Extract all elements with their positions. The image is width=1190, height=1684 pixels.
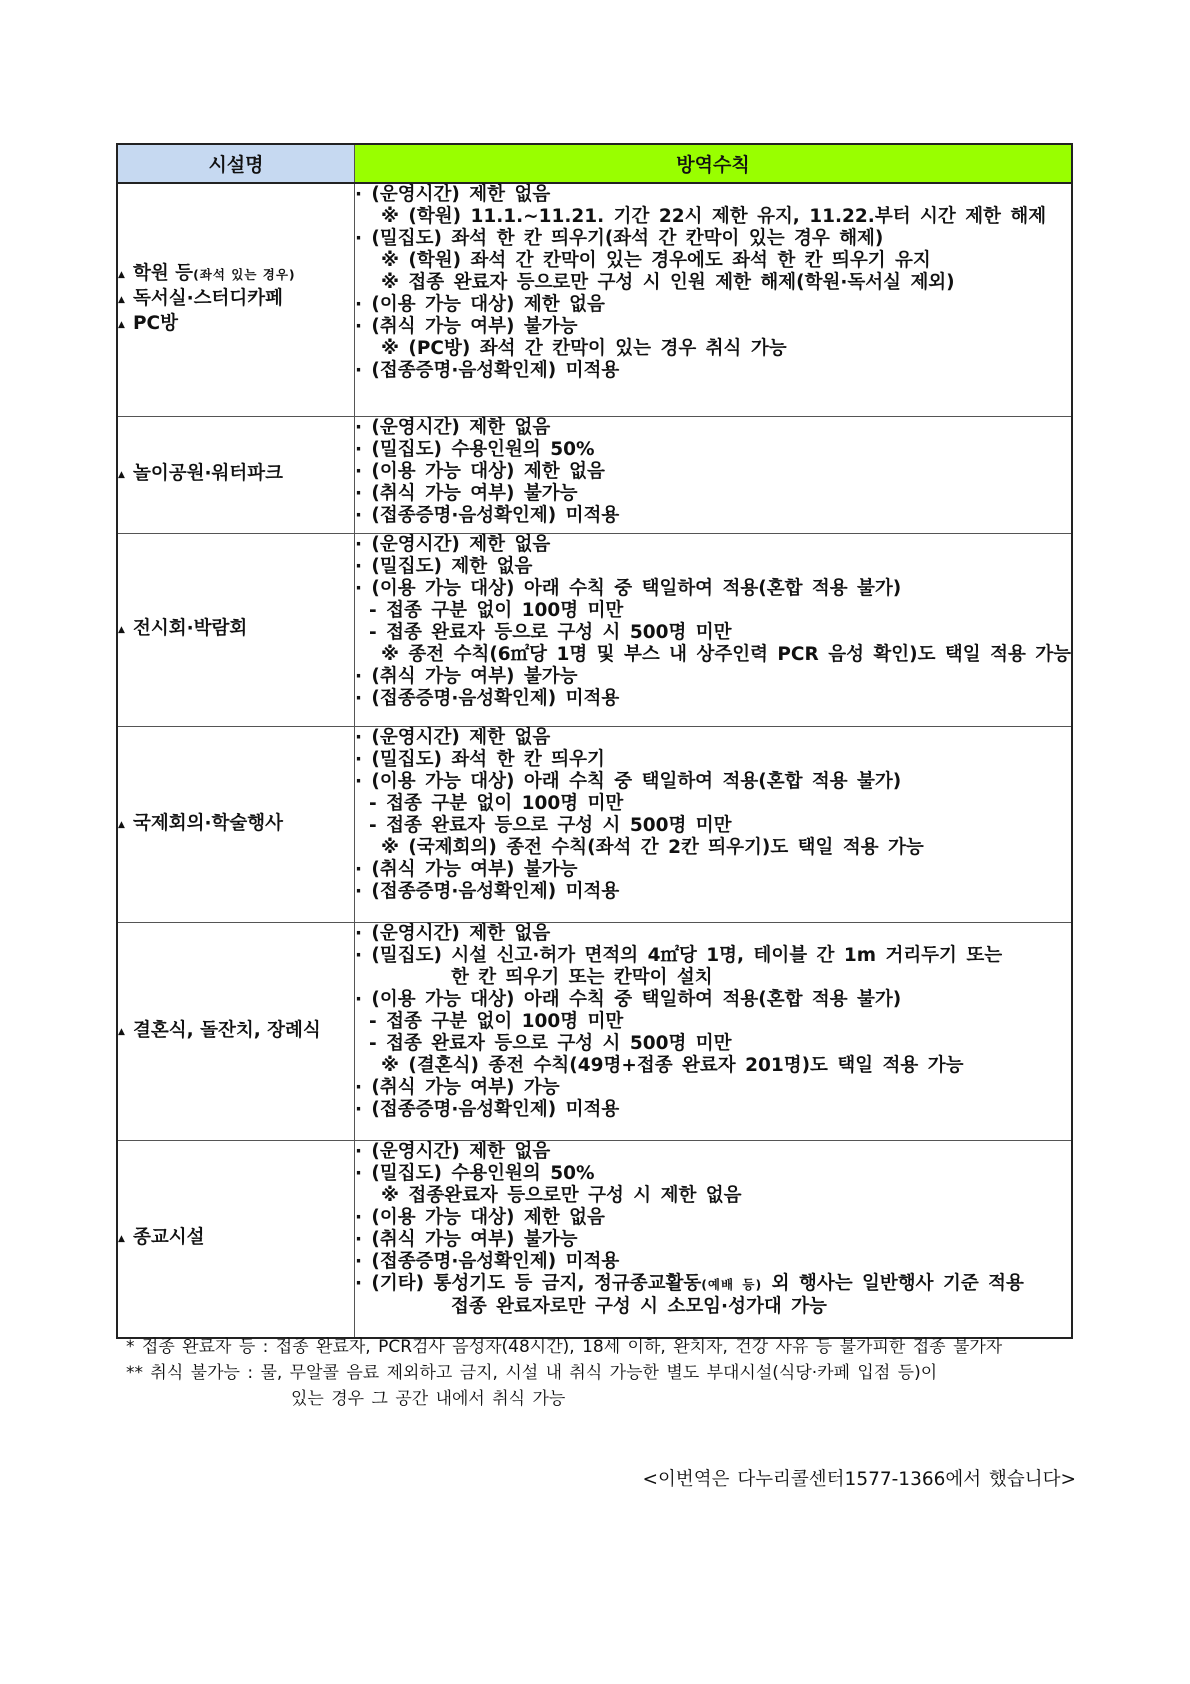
rule-text: · (접종증명·음성확인제) 미적용	[354, 1250, 620, 1272]
rule-text: · (밀집도) 좌석 한 칸 띄우기	[354, 748, 605, 770]
rule-line	[355, 1273, 1071, 1296]
rule-text: ※ 종전 수칙(6㎡당 1명 및 부스 내 상주인력 PCR 음성 확인)도 택일 적용 가능	[380, 643, 1071, 665]
rule-line	[355, 1011, 1071, 1033]
triangle-bullet-icon: ▲	[118, 819, 125, 830]
rule-line	[355, 294, 1071, 316]
table-row	[117, 183, 1072, 416]
rule-text: · (운영시간) 제한 없음	[354, 922, 551, 944]
facility-name-text: 국제회의·학술행사	[133, 812, 283, 834]
rule-text: · (밀집도) 시설 신고·허가 면적의 4㎡당 1명, 테이블 간 1m 거리두기 또는	[354, 944, 1003, 966]
facility-name	[118, 1019, 354, 1044]
rule-line	[355, 1033, 1071, 1055]
rule-text: ※ (국제회의) 종전 수칙(좌석 간 2칸 띄우기)도 택일 적용 가능	[380, 836, 924, 858]
rule-text: ※ (학원) 좌석 간 칸막이 있는 경우에도 좌석 한 칸 띄우기 유지	[380, 250, 931, 271]
rule-text: · (밀집도) 수용인원의 50%	[354, 438, 595, 460]
facility-header: 시설명	[117, 144, 354, 183]
rule-line	[355, 688, 1071, 710]
facility-name	[118, 617, 354, 642]
rules-cell	[354, 1140, 1072, 1338]
rule-line	[355, 749, 1071, 771]
table-row	[117, 1140, 1072, 1338]
rule-line	[355, 666, 1071, 688]
rule-line	[355, 1296, 1071, 1318]
rule-line	[355, 272, 1071, 294]
rule-line	[355, 483, 1071, 505]
triangle-bullet-icon: ▲	[118, 270, 125, 281]
rule-text: · (이용 가능 대상) 제한 없음	[354, 1206, 605, 1228]
rules-cell	[354, 533, 1072, 726]
rule-text: · (접종증명·음성확인제) 미적용	[354, 360, 620, 381]
rule-line	[355, 967, 1071, 989]
table-body	[117, 183, 1072, 1338]
rule-line	[355, 1185, 1071, 1207]
rules-cell	[354, 416, 1072, 533]
facility-name-text: 학원 등	[133, 263, 194, 285]
triangle-bullet-icon: ▲	[118, 1234, 125, 1245]
rule-text: · (이용 가능 대상) 아래 수칙 중 택일하여 적용(혼합 적용 불가)	[354, 577, 902, 599]
rule-line	[355, 206, 1071, 228]
facility-name-text: 전시회·박람회	[133, 618, 248, 639]
facility-cell	[117, 1140, 354, 1338]
rule-note: (예배 등)	[701, 1276, 763, 1292]
table-row	[117, 726, 1072, 922]
rule-line	[355, 184, 1071, 206]
rule-text: · (접종증명·음성확인제) 미적용	[354, 687, 620, 709]
triangle-bullet-icon: ▲	[118, 470, 125, 480]
footnotes	[126, 1334, 1002, 1412]
rule-text: ※ 접종완료자 등으로만 구성 시 제한 없음	[380, 1184, 742, 1206]
rule-line	[355, 316, 1071, 338]
rule-line	[355, 1077, 1071, 1099]
rule-line	[355, 1251, 1071, 1273]
rule-text: · (밀집도) 수용인원의 50%	[354, 1162, 595, 1184]
rule-line	[355, 1141, 1071, 1163]
rule-text: ※ (학원) 11.1.~11.21. 기간 22시 제한 유지, 11.22.부터 시간 제한 해제	[380, 206, 1047, 227]
rule-text: · (접종증명·음성확인제) 미적용	[354, 504, 620, 526]
rule-line	[355, 1207, 1071, 1229]
rule-line	[355, 771, 1071, 793]
rule-line	[355, 461, 1071, 483]
rule-text: · (접종증명·음성확인제) 미적용	[354, 1098, 620, 1120]
rule-line	[355, 534, 1071, 556]
rules-cell	[354, 922, 1072, 1140]
rule-text: · (취식 가능 여부) 불가능	[354, 316, 578, 337]
rule-text: - 접종 완료자 등으로 구성 시 500명 미만	[368, 1032, 732, 1054]
facility-cell	[117, 922, 354, 1140]
rule-text: · (이용 가능 대상) 아래 수칙 중 택일하여 적용(혼합 적용 불가)	[354, 770, 902, 792]
rule-text: 한 칸 띄우기 또는 칸막이 설치	[450, 966, 713, 988]
translation-credit: <이번역은 다누리콜센터1577-1366에서 했습니다>	[642, 1469, 1076, 1490]
triangle-bullet-icon: ▲	[118, 295, 125, 306]
facility-name-text: 종교시설	[133, 1227, 205, 1249]
rules-table	[116, 143, 1073, 1339]
rule-line	[355, 727, 1071, 749]
rule-text: · (이용 가능 대상) 아래 수칙 중 택일하여 적용(혼합 적용 불가)	[354, 988, 902, 1010]
rule-line	[355, 1229, 1071, 1251]
rule-line	[355, 989, 1071, 1011]
rule-line	[355, 338, 1071, 360]
rule-line	[355, 793, 1071, 815]
rule-text: · (이용 가능 대상) 제한 없음	[354, 460, 605, 482]
facility-name-text: 결혼식, 돌잔치, 장례식	[133, 1019, 321, 1041]
header-row	[117, 144, 1072, 183]
rule-line	[355, 622, 1071, 644]
rule-text: · (접종증명·음성확인제) 미적용	[354, 880, 620, 902]
rule-text: · (밀집도) 제한 없음	[354, 555, 533, 577]
facility-name-text: PC방	[133, 313, 179, 335]
rule-text: - 접종 구분 없이 100명 미만	[368, 1010, 624, 1032]
rule-line	[355, 644, 1071, 666]
rule-text: · (취식 가능 여부) 불가능	[354, 665, 578, 687]
rule-text: ※ 접종 완료자 등으로만 구성 시 인원 제한 해제(학원·독서실 제외)	[380, 272, 955, 293]
table-row	[117, 533, 1072, 726]
facility-name	[118, 812, 354, 837]
facility-cell	[117, 416, 354, 533]
rule-text: · (운영시간) 제한 없음	[354, 1140, 551, 1162]
rule-text: - 접종 완료자 등으로 구성 시 500명 미만	[368, 814, 732, 836]
facility-name	[118, 312, 354, 337]
rule-text: · (운영시간) 제한 없음	[354, 726, 551, 748]
rule-text: · (운영시간) 제한 없음	[354, 533, 551, 555]
table-row	[117, 922, 1072, 1140]
rule-text: · (기타) 통성기도 등 금지, 정규종교활동	[354, 1272, 702, 1294]
rule-line	[355, 228, 1071, 250]
triangle-bullet-icon: ▲	[118, 1026, 125, 1037]
facility-name	[118, 262, 354, 287]
rule-text: · (취식 가능 여부) 가능	[354, 1076, 560, 1098]
rule-line	[355, 439, 1071, 461]
rule-text: - 접종 구분 없이 100명 미만	[368, 792, 624, 814]
rule-line	[355, 1055, 1071, 1077]
rule-line	[355, 600, 1071, 622]
footnote-line: 있는 경우 그 공간 내에서 취식 가능	[291, 1389, 566, 1409]
rule-line	[355, 360, 1071, 382]
rule-line	[355, 837, 1071, 859]
facility-name	[118, 462, 354, 487]
rule-line	[355, 250, 1071, 272]
rule-line	[355, 859, 1071, 881]
table-row	[117, 416, 1072, 533]
rule-line	[355, 815, 1071, 837]
rule-line	[355, 578, 1071, 600]
triangle-bullet-icon: ▲	[118, 320, 125, 331]
rule-text: ※ (결혼식) 종전 수칙(49명+접종 완료자 201명)도 택일 적용 가능	[380, 1054, 964, 1076]
rule-line	[355, 1163, 1071, 1185]
rule-text: 접종 완료자로만 구성 시 소모임·성가대 가능	[450, 1295, 827, 1317]
rule-line	[355, 1099, 1071, 1121]
rule-text: · (취식 가능 여부) 불가능	[354, 482, 578, 504]
footnote-line: ** 취식 불가능 : 물, 무알콜 음료 제외하고 금지, 시설 내 취식 가능한 별도 부대시설(식당·카페 입점 등)이	[126, 1363, 938, 1383]
rule-line	[355, 505, 1071, 527]
rule-text: ※ (PC방) 좌석 간 칸막이 있는 경우 취식 가능	[380, 338, 787, 359]
rule-text: · (취식 가능 여부) 불가능	[354, 858, 578, 880]
footnote-line: * 접종 완료자 등 : 접종 완료자, PCR검사 음성자(48시간), 18세 이하, 완치자, 건강 사유 등 불가피한 접종 불가자	[126, 1337, 1003, 1357]
facility-name	[118, 287, 354, 312]
facility-cell	[117, 726, 354, 922]
rule-line	[355, 417, 1071, 439]
rules-cell	[354, 183, 1072, 416]
rule-line	[355, 556, 1071, 578]
rule-text: · (밀집도) 좌석 한 칸 띄우기(좌석 간 칸막이 있는 경우 해제)	[354, 228, 884, 249]
facility-name-text: 독서실·스터디카페	[133, 288, 283, 310]
rules-header: 방역수칙	[354, 144, 1072, 183]
facility-cell	[117, 183, 354, 416]
rule-line	[355, 945, 1071, 967]
rule-text: · (운영시간) 제한 없음	[354, 184, 551, 205]
rule-text: - 접종 완료자 등으로 구성 시 500명 미만	[368, 621, 732, 643]
rule-text: · (취식 가능 여부) 불가능	[354, 1228, 578, 1250]
rule-text: · (이용 가능 대상) 제한 없음	[354, 294, 605, 315]
rules-cell	[354, 726, 1072, 922]
facility-name-text: 놀이공원·워터파크	[133, 463, 283, 484]
rule-line	[355, 881, 1071, 903]
rule-text: · (운영시간) 제한 없음	[354, 416, 551, 438]
facility-cell	[117, 533, 354, 726]
rule-text-cont: 외 행사는 일반행사 기준 적용	[762, 1272, 1024, 1294]
facility-note: (좌석 있는 경우)	[193, 267, 296, 283]
triangle-bullet-icon: ▲	[118, 625, 125, 635]
rule-text: - 접종 구분 없이 100명 미만	[368, 599, 624, 621]
rule-line	[355, 923, 1071, 945]
facility-name	[118, 1226, 354, 1251]
